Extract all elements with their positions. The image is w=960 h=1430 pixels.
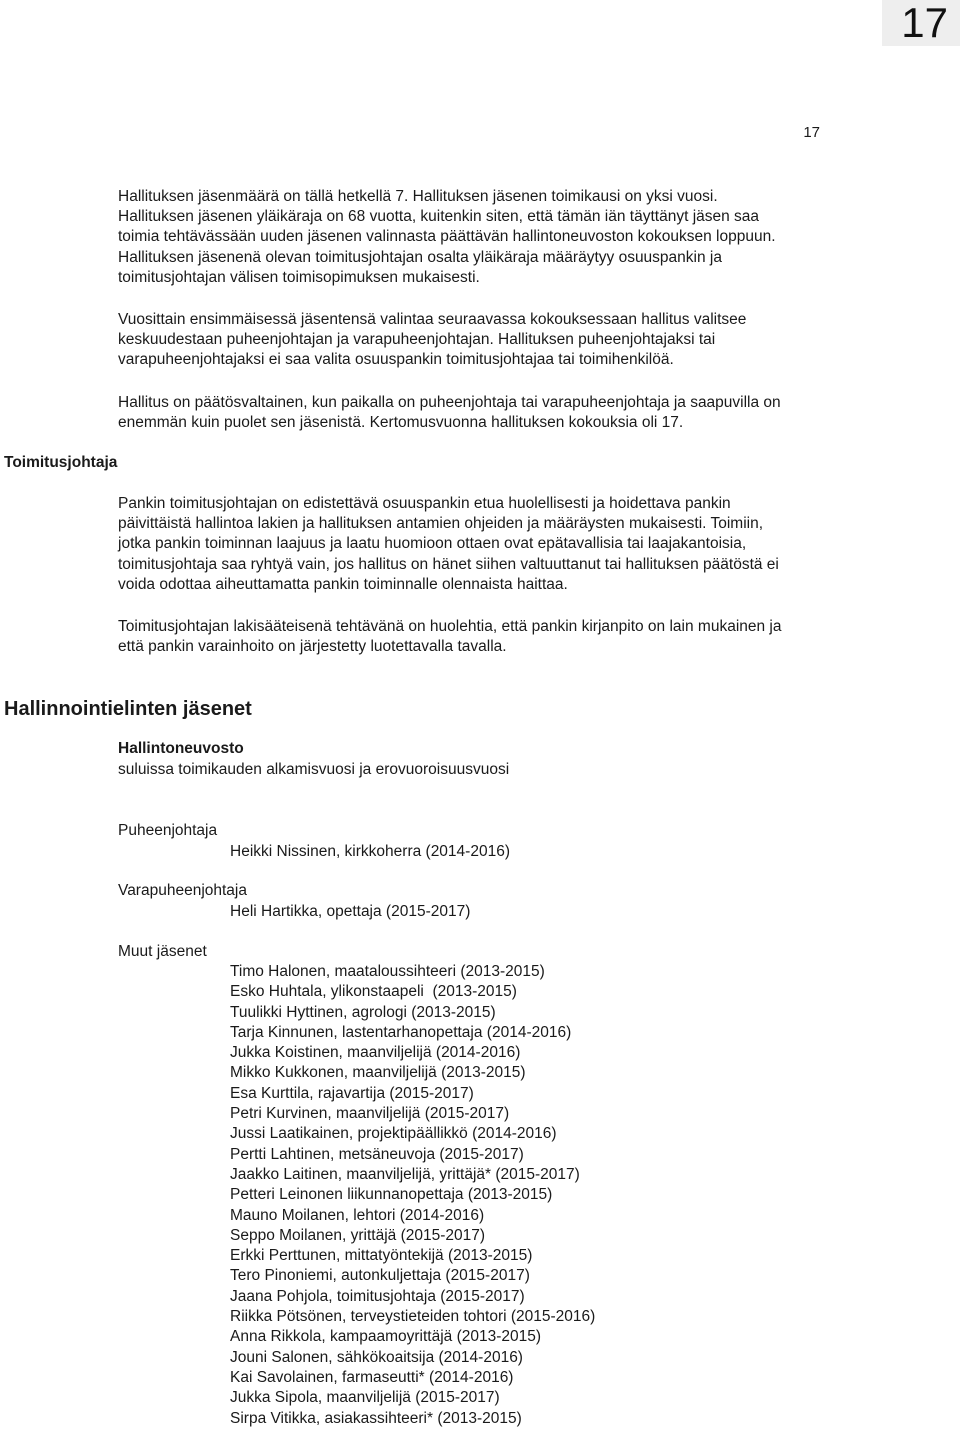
- text-line: enemmän kuin puolet sen jäsenistä. Kertomusvuonna hallituksen kokouksia oli 17.: [118, 414, 684, 432]
- list-item: Erkki Perttunen, mittatyöntekijä (2013-2015): [230, 1247, 533, 1265]
- list-item: Jussi Laatikainen, projektipäällikkö (2014-2016): [230, 1125, 557, 1143]
- list-item: Jukka Sipola, maanviljelijä (2015-2017): [230, 1389, 500, 1407]
- list-item: Anna Rikkola, kampaamoyrittäjä (2013-2015): [230, 1328, 542, 1346]
- other-members-label: Muut jäsenet: [118, 943, 207, 960]
- ceo-section-label: Toimitusjohtaja: [4, 454, 118, 471]
- list-item: Pertti Lahtinen, metsäneuvoja (2015-2017): [230, 1145, 524, 1163]
- board-paragraph-3: [118, 393, 918, 433]
- list-item: Seppo Moilanen, yrittäjä (2015-2017): [230, 1226, 486, 1244]
- chair-label: Puheenjohtaja: [118, 822, 218, 839]
- text-line: Hallituksen jäsenenä olevan toimitusjohtajan osalta yläikäraja määräytyy osuuspankin ja: [118, 248, 722, 266]
- board-paragraph-1: [118, 187, 918, 288]
- text-line: jotka pankin toiminnan laajuus ja laatu huomioon ottaen ovat epätavallisia tai laajakantoisia,: [118, 535, 747, 553]
- list-item: Jaana Pohjola, toimitusjohtaja (2015-2017): [230, 1287, 525, 1305]
- vice-chair-label: Varapuheenjohtaja: [118, 882, 247, 899]
- text-line: toimitusjohtajan välisen toimisopimuksen mukaisesti.: [118, 268, 480, 286]
- list-item: Sirpa Vitikka, asiakassihteeri* (2013-2015): [230, 1409, 522, 1427]
- text-line: Toimitusjohtajan lakisääteisenä tehtävänä on huolehtia, että pankin kirjanpito on lain mukainen ja: [118, 618, 782, 635]
- list-item: Mikko Kukkonen, maanviljelijä (2013-2015): [230, 1064, 526, 1082]
- ceo-paragraph-1: [118, 494, 918, 595]
- text-line: toimitusjohtaja saa ryhtyä vain, jos hallitus on hänet siihen valtuuttanut tai hallituksen päätöstä ei: [118, 555, 779, 573]
- text-line: Pankin toimitusjohtajan on edistettävä osuuspankin etua huolellisesti ja hoidettava pankin: [118, 495, 731, 512]
- board-paragraph-2: [118, 310, 918, 371]
- members-section-heading: Hallinnointielinten jäsenet: [4, 698, 252, 720]
- list-item: Jaakko Laitinen, maanviljelijä, yrittäjä* (2015-2017): [230, 1165, 580, 1183]
- list-item: Tuulikki Hyttinen, agrologi (2013-2015): [230, 1003, 496, 1021]
- list-item: Petteri Leinonen liikunnanopettaja (2013-2015): [230, 1186, 553, 1204]
- ceo-paragraph-2: [118, 617, 918, 657]
- text-line: että pankin varainhoito on järjestetty luotettavalla tavalla.: [118, 638, 507, 656]
- supervisory-board-heading: Hallintoneuvosto: [118, 740, 244, 757]
- vice-chair-name: Heli Hartikka, opettaja (2015-2017): [230, 903, 471, 920]
- chair-name: Heikki Nissinen, kirkkoherra (2014-2016): [230, 843, 510, 860]
- text-line: toimia tehtävässään uuden jäsenen valinnasta päättävän hallintoneuvoston kokouksen loppuun.: [118, 228, 776, 246]
- list-item: Tarja Kinnunen, lastentarhanopettaja (2014-2016): [230, 1023, 572, 1041]
- list-item: Tero Pinoniemi, autonkuljettaja (2015-2017): [230, 1267, 530, 1285]
- text-line: keskuudestaan puheenjohtajan ja varapuheenjohtajan. Hallituksen puheenjohtajaksi tai: [118, 331, 716, 349]
- other-members-list: [230, 962, 595, 1429]
- list-item: Petri Kurvinen, maanviljelijä (2015-2017): [230, 1105, 510, 1123]
- text-line: Hallituksen jäsenmäärä on tällä hetkellä 7. Hallituksen jäsenen toimikausi on yksi vuosi.: [118, 188, 718, 205]
- list-item: Kai Savolainen, farmaseutti* (2014-2016): [230, 1368, 514, 1386]
- list-item: Mauno Moilanen, lehtori (2014-2016): [230, 1206, 485, 1224]
- list-item: Riikka Pötsönen, terveystieteiden tohtori (2015-2016): [230, 1308, 596, 1326]
- text-line: voida odottaa aiheuttamatta pankin toiminnalle olennaista haittaa.: [118, 575, 568, 593]
- text-line: Vuosittain ensimmäisessä jäsentensä valintaa seuraavassa kokouksessaan hallitus valitsee: [118, 311, 747, 328]
- list-item: Esko Huhtala, ylikonstaapeli (2013-2015): [230, 983, 517, 1001]
- text-line: varapuheenjohtajaksi ei saa valita osuuspankin toimitusjohtajaa tai toimihenkilöä.: [118, 351, 674, 369]
- text-line: Hallitus on päätösvaltainen, kun paikalla on puheenjohtaja tai varapuheenjohtaja ja saapuvilla on: [118, 394, 781, 411]
- list-item: Esa Kurttila, rajavartija (2015-2017): [230, 1084, 474, 1102]
- text-line: Hallituksen jäsenen yläikäraja on 68 vuotta, kuitenkin siten, että tämän iän täyttänyt jäsen saa: [118, 208, 760, 226]
- list-item: Timo Halonen, maataloussihteeri (2013-2015): [230, 963, 545, 980]
- corner-page-number: 17: [882, 0, 960, 46]
- list-item: Jukka Koistinen, maanviljelijä (2014-2016): [230, 1044, 521, 1062]
- supervisory-board-note: suluissa toimikauden alkamisvuosi ja erovuoroisuusvuosi: [118, 761, 510, 778]
- list-item: Jouni Salonen, sähkökoaitsija (2014-2016): [230, 1348, 523, 1366]
- page-number: 17: [803, 124, 820, 141]
- text-line: päivittäistä hallintoa lakien ja hallituksen antamien ohjeiden ja määräysten mukaisesti. Toimiin,: [118, 515, 764, 533]
